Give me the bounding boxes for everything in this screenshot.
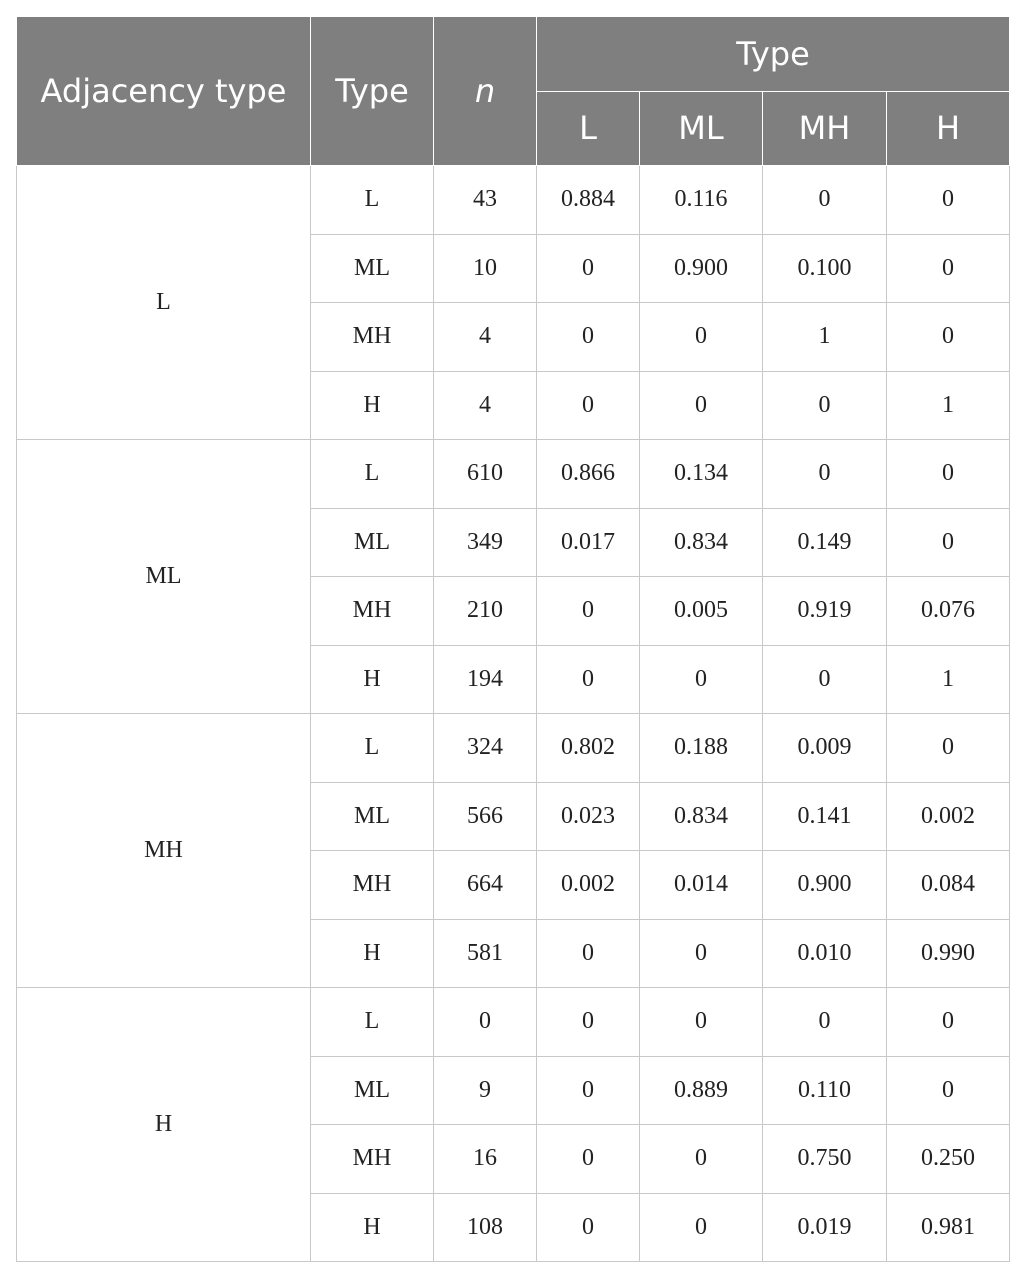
header-type-group: Type xyxy=(537,17,1010,92)
probability-cell: 0 xyxy=(640,371,763,440)
type-cell: MH xyxy=(311,577,434,646)
probability-cell: 0.014 xyxy=(640,851,763,920)
table-body xyxy=(17,166,1010,1262)
type-cell: MH xyxy=(311,851,434,920)
probability-cell: 0.981 xyxy=(887,1193,1010,1262)
type-cell: H xyxy=(311,645,434,714)
type-cell: L xyxy=(311,440,434,509)
probability-cell: 0.750 xyxy=(763,1125,887,1194)
probability-cell: 0 xyxy=(887,508,1010,577)
table-container xyxy=(16,16,1010,1262)
type-cell: ML xyxy=(311,234,434,303)
header-sub-ml: ML xyxy=(640,92,763,166)
probability-cell: 0 xyxy=(887,440,1010,509)
probability-cell: 1 xyxy=(887,645,1010,714)
type-cell: L xyxy=(311,166,434,235)
n-cell: 324 xyxy=(434,714,537,783)
n-cell: 581 xyxy=(434,919,537,988)
n-cell: 610 xyxy=(434,440,537,509)
table-row xyxy=(17,440,1010,509)
probability-cell: 0.188 xyxy=(640,714,763,783)
probability-cell: 0 xyxy=(537,645,640,714)
probability-cell: 0.141 xyxy=(763,782,887,851)
probability-cell: 1 xyxy=(887,371,1010,440)
type-cell: H xyxy=(311,371,434,440)
probability-cell: 0 xyxy=(537,234,640,303)
header-sub-mh: MH xyxy=(763,92,887,166)
adjacency-type-cell: H xyxy=(17,988,311,1262)
n-cell: 349 xyxy=(434,508,537,577)
probability-cell: 0.889 xyxy=(640,1056,763,1125)
probability-cell: 0 xyxy=(537,988,640,1057)
probability-cell: 0.134 xyxy=(640,440,763,509)
header-adjacency-type: Adjacency type xyxy=(17,17,311,166)
probability-cell: 0 xyxy=(763,166,887,235)
n-cell: 16 xyxy=(434,1125,537,1194)
probability-cell: 0.884 xyxy=(537,166,640,235)
probability-cell: 0.834 xyxy=(640,782,763,851)
n-cell: 566 xyxy=(434,782,537,851)
header-n: n xyxy=(434,17,537,166)
n-cell: 0 xyxy=(434,988,537,1057)
n-cell: 4 xyxy=(434,303,537,372)
transition-table xyxy=(16,16,1010,1262)
probability-cell: 0.802 xyxy=(537,714,640,783)
probability-cell: 0.149 xyxy=(763,508,887,577)
probability-cell: 0.919 xyxy=(763,577,887,646)
probability-cell: 0 xyxy=(537,1193,640,1262)
probability-cell: 1 xyxy=(763,303,887,372)
type-cell: H xyxy=(311,1193,434,1262)
header-type: Type xyxy=(311,17,434,166)
adjacency-type-cell: ML xyxy=(17,440,311,714)
probability-cell: 0.017 xyxy=(537,508,640,577)
type-cell: MH xyxy=(311,303,434,372)
probability-cell: 0 xyxy=(763,371,887,440)
probability-cell: 0.005 xyxy=(640,577,763,646)
n-cell: 10 xyxy=(434,234,537,303)
probability-cell: 0.250 xyxy=(887,1125,1010,1194)
probability-cell: 0.116 xyxy=(640,166,763,235)
type-cell: MH xyxy=(311,1125,434,1194)
probability-cell: 0 xyxy=(763,988,887,1057)
header-sub-h: H xyxy=(887,92,1010,166)
probability-cell: 0 xyxy=(887,988,1010,1057)
table-row xyxy=(17,988,1010,1057)
probability-cell: 0.010 xyxy=(763,919,887,988)
probability-cell: 0.002 xyxy=(887,782,1010,851)
type-cell: H xyxy=(311,919,434,988)
n-cell: 43 xyxy=(434,166,537,235)
probability-cell: 0.002 xyxy=(537,851,640,920)
probability-cell: 0 xyxy=(537,1056,640,1125)
probability-cell: 0 xyxy=(887,303,1010,372)
probability-cell: 0 xyxy=(640,1193,763,1262)
probability-cell: 0 xyxy=(537,303,640,372)
table-row xyxy=(17,166,1010,235)
probability-cell: 0 xyxy=(887,1056,1010,1125)
type-cell: ML xyxy=(311,508,434,577)
probability-cell: 0.076 xyxy=(887,577,1010,646)
probability-cell: 0 xyxy=(537,919,640,988)
n-cell: 194 xyxy=(434,645,537,714)
probability-cell: 0 xyxy=(763,440,887,509)
probability-cell: 0.990 xyxy=(887,919,1010,988)
n-cell: 664 xyxy=(434,851,537,920)
type-cell: ML xyxy=(311,1056,434,1125)
probability-cell: 0 xyxy=(640,988,763,1057)
probability-cell: 0 xyxy=(763,645,887,714)
probability-cell: 0 xyxy=(537,1125,640,1194)
probability-cell: 0 xyxy=(640,645,763,714)
header-sub-l: L xyxy=(537,92,640,166)
probability-cell: 0 xyxy=(887,714,1010,783)
n-cell: 9 xyxy=(434,1056,537,1125)
table-row xyxy=(17,714,1010,783)
probability-cell: 0 xyxy=(640,303,763,372)
probability-cell: 0 xyxy=(537,371,640,440)
probability-cell: 0 xyxy=(537,577,640,646)
type-cell: L xyxy=(311,988,434,1057)
probability-cell: 0 xyxy=(887,166,1010,235)
probability-cell: 0.019 xyxy=(763,1193,887,1262)
probability-cell: 0 xyxy=(887,234,1010,303)
type-cell: ML xyxy=(311,782,434,851)
probability-cell: 0.009 xyxy=(763,714,887,783)
adjacency-type-cell: MH xyxy=(17,714,311,988)
n-cell: 4 xyxy=(434,371,537,440)
probability-cell: 0.100 xyxy=(763,234,887,303)
adjacency-type-cell: L xyxy=(17,166,311,440)
probability-cell: 0 xyxy=(640,919,763,988)
type-cell: L xyxy=(311,714,434,783)
probability-cell: 0.900 xyxy=(763,851,887,920)
n-cell: 210 xyxy=(434,577,537,646)
probability-cell: 0.084 xyxy=(887,851,1010,920)
probability-cell: 0.834 xyxy=(640,508,763,577)
n-cell: 108 xyxy=(434,1193,537,1262)
probability-cell: 0.023 xyxy=(537,782,640,851)
probability-cell: 0.110 xyxy=(763,1056,887,1125)
probability-cell: 0.866 xyxy=(537,440,640,509)
header-row-1 xyxy=(17,17,1010,92)
probability-cell: 0 xyxy=(640,1125,763,1194)
probability-cell: 0.900 xyxy=(640,234,763,303)
